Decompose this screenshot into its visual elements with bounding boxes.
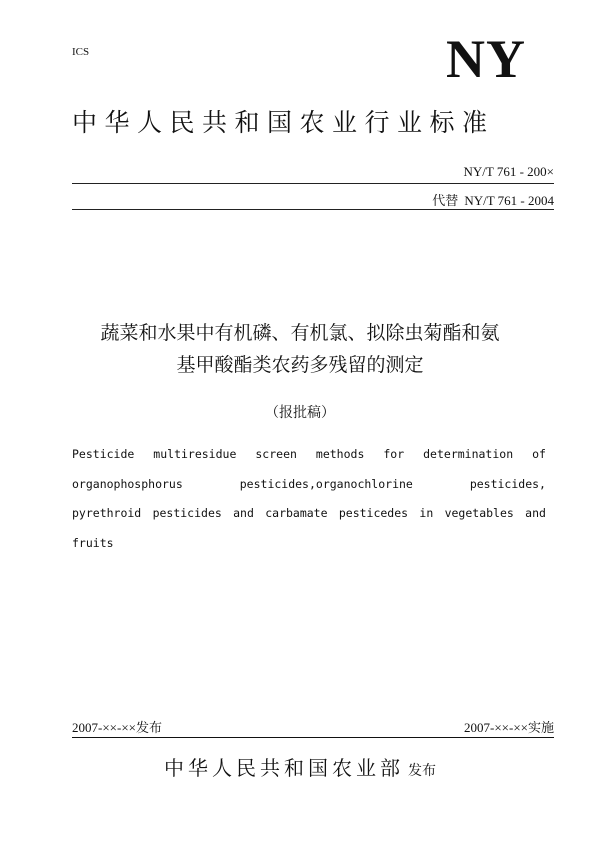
replaces-code: NY/T 761 - 2004 bbox=[464, 193, 554, 208]
header-rule bbox=[72, 183, 554, 184]
issuer-name: 中华人民共和国农业部 bbox=[164, 756, 404, 780]
release-label: 发布 bbox=[135, 721, 162, 736]
title-word: methods bbox=[315, 447, 365, 461]
implementation-date bbox=[464, 717, 554, 736]
replaces-line bbox=[432, 190, 554, 209]
title-word: in bbox=[419, 506, 434, 520]
footer-rule bbox=[72, 737, 554, 738]
title-word: determination bbox=[423, 447, 514, 461]
english-title-line-2 bbox=[72, 477, 546, 491]
title-word: screen bbox=[255, 447, 297, 461]
implementation-date-value: 2007-××-×× bbox=[464, 720, 528, 735]
title-word: pesticides, bbox=[469, 477, 546, 491]
title-word: pyrethroid bbox=[72, 506, 142, 520]
chinese-title-line-2: 基甲酸酯类农药多残留的测定 bbox=[176, 354, 424, 376]
title-word: vegetables bbox=[444, 506, 514, 520]
title-word: for bbox=[383, 447, 405, 461]
release-date-value: 2007-××-×× bbox=[72, 720, 136, 735]
title-word: organophosphorus bbox=[72, 477, 183, 491]
title-word: multiresidue bbox=[153, 447, 237, 461]
issuer-suffix: 发布 bbox=[408, 763, 436, 779]
title-word: and bbox=[525, 506, 546, 520]
english-title-line-1 bbox=[72, 447, 546, 461]
implementation-label: 实施 bbox=[527, 721, 554, 736]
title-word: and bbox=[233, 506, 254, 520]
title-word: pesticedes bbox=[338, 506, 409, 520]
title-word: pesticides,organochlorine bbox=[239, 477, 413, 491]
title-word: pesticides bbox=[152, 506, 222, 520]
issuer-line bbox=[0, 752, 600, 781]
title-word: carbamate bbox=[265, 506, 328, 520]
standard-category-title: 中华人民共和国农业行业标准 bbox=[72, 108, 495, 137]
english-title-line-4: fruits bbox=[72, 536, 114, 550]
ics-label: ICS bbox=[72, 46, 90, 58]
title-word: of bbox=[532, 447, 546, 461]
title-word: Pesticide bbox=[72, 447, 135, 461]
header-divider bbox=[72, 209, 554, 210]
english-title-line-3 bbox=[72, 506, 546, 520]
chinese-title-line-1: 蔬菜和水果中有机磷、有机氯、拟除虫菊酯和氨 bbox=[100, 322, 500, 344]
release-date bbox=[72, 717, 162, 736]
ny-logo: NY bbox=[446, 29, 526, 89]
standard-code: NY/T 761 - 200× bbox=[463, 164, 554, 179]
replaces-label: 代替 bbox=[432, 194, 459, 209]
draft-note: （报批稿） bbox=[265, 405, 335, 421]
